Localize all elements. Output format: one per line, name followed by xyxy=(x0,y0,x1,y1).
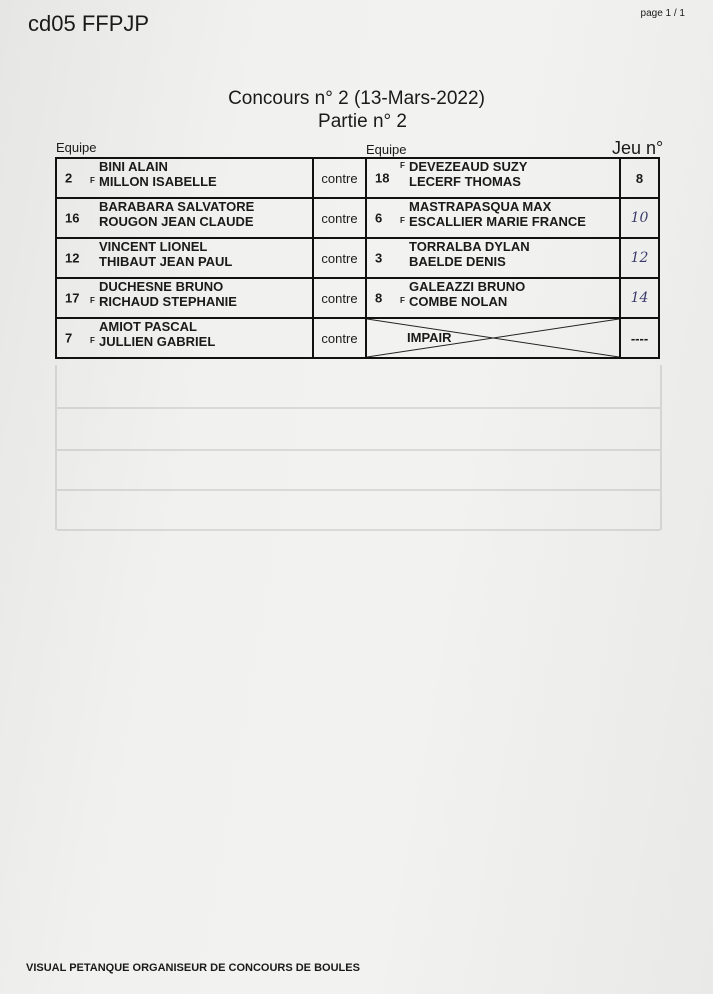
player-list xyxy=(90,319,312,349)
page-number: page 1 / 1 xyxy=(640,8,685,19)
team-number: 17 xyxy=(65,290,80,306)
versus-label: contre xyxy=(313,198,366,238)
team-cell xyxy=(366,198,620,238)
female-marker: F xyxy=(90,176,95,185)
player-name: TORRALBA DYLAN xyxy=(409,239,530,254)
team-cell xyxy=(56,278,313,318)
match-row xyxy=(56,158,659,198)
player-name: GALEAZZI BRUNO xyxy=(409,279,526,294)
game-number-value: ---- xyxy=(630,330,649,346)
team-cell xyxy=(56,238,313,278)
player-line xyxy=(409,239,619,254)
player-name: THIBAUT JEAN PAUL xyxy=(99,254,233,269)
bye-label: IMPAIR xyxy=(407,330,452,345)
game-number-value: 8 xyxy=(635,170,644,186)
team-number: 8 xyxy=(375,290,383,306)
bye-cell xyxy=(366,318,620,358)
game-number xyxy=(620,198,659,238)
column-header-left-team: Equipe xyxy=(56,140,97,155)
team-cell xyxy=(56,318,313,358)
game-number xyxy=(620,318,659,358)
player-line xyxy=(99,199,312,214)
player-list xyxy=(400,199,619,229)
player-line xyxy=(99,239,312,254)
player-list xyxy=(90,279,312,309)
player-line xyxy=(99,214,312,229)
player-line xyxy=(400,294,619,309)
match-row xyxy=(56,198,659,238)
title-competition: Concours n° 2 (13-Mars-2022) xyxy=(228,88,485,109)
player-line xyxy=(409,174,619,189)
game-number xyxy=(620,158,659,198)
player-name: BINI ALAIN xyxy=(99,159,168,174)
player-name: ESCALLIER MARIE FRANCE xyxy=(409,214,586,229)
player-list xyxy=(400,279,619,309)
player-list xyxy=(99,239,312,269)
cross-out-mark xyxy=(367,319,619,357)
player-name: ROUGON JEAN CLAUDE xyxy=(99,214,254,229)
team-cell xyxy=(56,158,313,198)
team-cell xyxy=(56,198,313,238)
bye-row xyxy=(56,318,659,358)
player-line xyxy=(90,334,312,349)
female-marker: F xyxy=(400,296,405,305)
versus-label: contre xyxy=(313,278,366,318)
player-line xyxy=(99,159,312,174)
player-list xyxy=(99,199,312,229)
team-number: 3 xyxy=(375,250,383,266)
player-name: DUCHESNE BRUNO xyxy=(99,279,224,294)
organization-label: cd05 FFPJP xyxy=(28,11,150,36)
player-name: BARABARA SALVATORE xyxy=(99,199,255,214)
versus-label: contre xyxy=(313,318,366,358)
player-line xyxy=(409,254,619,269)
player-name: VINCENT LIONEL xyxy=(99,239,208,254)
handwritten-game-number: 14 xyxy=(630,290,649,306)
team-number: 2 xyxy=(65,170,73,186)
player-list xyxy=(409,239,619,269)
player-name: MILLON ISABELLE xyxy=(99,174,217,189)
player-line xyxy=(99,254,312,269)
player-name: AMIOT PASCAL xyxy=(99,319,197,334)
game-number xyxy=(620,238,659,278)
handwritten-game-number: 12 xyxy=(630,250,649,266)
player-line xyxy=(90,294,312,309)
team-cell xyxy=(366,158,620,198)
female-marker: F xyxy=(90,296,95,305)
player-name: DEVEZEAUD SUZY xyxy=(409,159,528,174)
player-name: JULLIEN GABRIEL xyxy=(99,334,216,349)
title-round: Partie n° 2 xyxy=(318,111,407,132)
bleed-through-shadow xyxy=(55,365,662,530)
player-line xyxy=(409,279,619,294)
player-list xyxy=(90,159,312,189)
team-number: 6 xyxy=(375,210,383,226)
page-title xyxy=(0,87,713,133)
team-number: 18 xyxy=(375,170,390,186)
game-number xyxy=(620,278,659,318)
handwritten-game-number: 10 xyxy=(630,210,649,226)
versus-label: contre xyxy=(313,238,366,278)
team-number: 7 xyxy=(65,330,73,346)
player-name: BAELDE DENIS xyxy=(409,254,506,269)
versus-label: contre xyxy=(313,158,366,198)
player-name: RICHAUD STEPHANIE xyxy=(99,294,237,309)
player-list xyxy=(400,159,619,189)
team-number: 16 xyxy=(65,210,80,226)
pairings-table xyxy=(55,157,660,359)
footer-text: VISUAL PETANQUE ORGANISEUR DE CONCOURS DE BOULES xyxy=(26,962,360,974)
female-marker: F xyxy=(90,336,95,345)
player-line xyxy=(400,159,619,174)
team-cell xyxy=(366,278,620,318)
team-cell xyxy=(366,238,620,278)
team-number: 12 xyxy=(65,250,80,266)
player-line xyxy=(409,199,619,214)
match-row xyxy=(56,238,659,278)
female-marker: F xyxy=(400,161,405,170)
player-name: COMBE NOLAN xyxy=(409,294,508,309)
column-header-game: Jeu n° xyxy=(612,138,664,158)
column-header-right-team: Equipe xyxy=(366,142,407,157)
player-line xyxy=(99,279,312,294)
player-name: LECERF THOMAS xyxy=(409,174,521,189)
player-line xyxy=(99,319,312,334)
player-name: MASTRAPASQUA MAX xyxy=(409,199,552,214)
player-line xyxy=(400,214,619,229)
player-line xyxy=(90,174,312,189)
female-marker: F xyxy=(400,216,405,225)
match-row xyxy=(56,278,659,318)
